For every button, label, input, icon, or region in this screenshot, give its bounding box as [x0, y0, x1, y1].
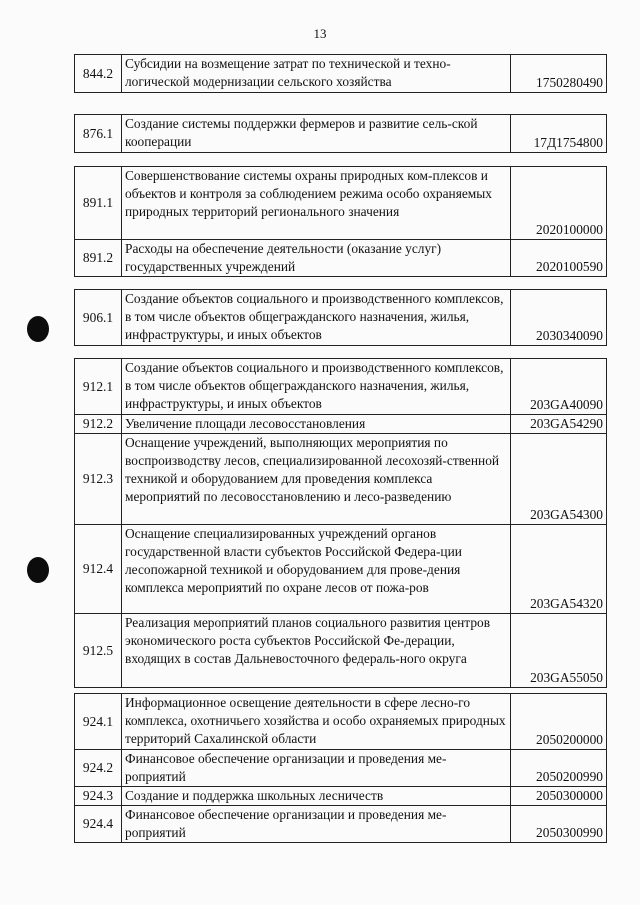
table-row: [75, 787, 607, 806]
row-description: Увеличение площади лесовосстановления: [122, 415, 511, 434]
row-code: 2050200000: [511, 694, 607, 750]
table-row: [75, 434, 607, 525]
row-description: Расходы на обеспечение деятельности (оказание услуг) государственных учреждений: [122, 240, 511, 277]
row-number: 912.2: [75, 415, 122, 434]
row-code: 203GA54320: [511, 525, 607, 614]
row-number: 844.2: [75, 55, 122, 93]
row-code: 203GA55050: [511, 614, 607, 688]
row-description: Создание объектов социального и производственного комплексов, в том числе объектов общегражданского назначения, жилья, инфраструктуры, и иных объектов: [122, 290, 511, 346]
row-number: 924.1: [75, 694, 122, 750]
table-row: [75, 415, 607, 434]
row-description: Реализация мероприятий планов социального развития центров экономического роста субъектов Российской Фе-дерации, входящих в состав Дальневосточного федераль-ного округа: [122, 614, 511, 688]
row-number: 876.1: [75, 115, 122, 153]
row-description: Финансовое обеспечение организации и проведения ме-роприятий: [122, 806, 511, 843]
row-number: 912.4: [75, 525, 122, 614]
code-table-906: [74, 289, 607, 346]
table-row: [75, 115, 607, 153]
table-row: [75, 359, 607, 415]
row-description: Оснащение специализированных учреждений органов государственной власти субъектов Российской Федера-ции лесопожарной техникой и оборудованием для прове-дения комплекса мероприятий по охране лесов от пожа-ров: [122, 525, 511, 614]
row-description: Информационное освещение деятельности в сфере лесно-го комплекса, охотничьего хозяйства и особо охраняемых природных территорий Сахалинской области: [122, 694, 511, 750]
table-row: [75, 750, 607, 787]
row-code: 2050200990: [511, 750, 607, 787]
punch-hole: [27, 316, 49, 342]
row-description: Совершенствование системы охраны природных ком-плексов и объектов и контроля за соблюдением режима особо охраняемых природных территорий регионального значения: [122, 167, 511, 240]
row-number: 912.3: [75, 434, 122, 525]
row-description: Оснащение учреждений, выполняющих мероприятия по воспроизводству лесов, специализированной лесохозяй-ственной техникой и оборудованием для проведения комплекса мероприятий по лесовосстановлению и лесо-разведению: [122, 434, 511, 525]
code-table-924: [74, 693, 607, 843]
code-table-912: [74, 358, 607, 688]
row-code: 2050300000: [511, 787, 607, 806]
row-description: Создание и поддержка школьных лесничеств: [122, 787, 511, 806]
row-description: Создание объектов социального и производственного комплексов, в том числе объектов общегражданского назначения, жилья, инфраструктуры, и иных объектов: [122, 359, 511, 415]
table-row: [75, 525, 607, 614]
row-code: 1750280490: [511, 55, 607, 93]
row-code: 2050300990: [511, 806, 607, 843]
table-row: [75, 694, 607, 750]
table-row: [75, 55, 607, 93]
row-code: 203GA40090: [511, 359, 607, 415]
row-number: 924.3: [75, 787, 122, 806]
row-description: Создание системы поддержки фермеров и развитие сель-ской кооперации: [122, 115, 511, 153]
table-row: [75, 240, 607, 277]
punch-hole: [27, 557, 49, 583]
table-row: [75, 290, 607, 346]
row-number: 912.1: [75, 359, 122, 415]
row-number: 924.4: [75, 806, 122, 843]
row-code: 2030340090: [511, 290, 607, 346]
row-code: 203GA54300: [511, 434, 607, 525]
table-row: [75, 806, 607, 843]
row-number: 891.2: [75, 240, 122, 277]
code-table-891: [74, 166, 607, 277]
row-code: 203GA54290: [511, 415, 607, 434]
row-description: Субсидии на возмещение затрат по технической и техно-логической модернизации сельского хозяйства: [122, 55, 511, 93]
code-table-844: [74, 54, 607, 93]
row-number: 906.1: [75, 290, 122, 346]
row-description: Финансовое обеспечение организации и проведения ме-роприятий: [122, 750, 511, 787]
table-row: [75, 167, 607, 240]
table-row: [75, 614, 607, 688]
page-number: 13: [313, 26, 327, 41]
row-code: 2020100590: [511, 240, 607, 277]
row-code: 2020100000: [511, 167, 607, 240]
row-number: 891.1: [75, 167, 122, 240]
code-table-876: [74, 114, 607, 153]
row-number: 924.2: [75, 750, 122, 787]
row-code: 17Д1754800: [511, 115, 607, 153]
row-number: 912.5: [75, 614, 122, 688]
